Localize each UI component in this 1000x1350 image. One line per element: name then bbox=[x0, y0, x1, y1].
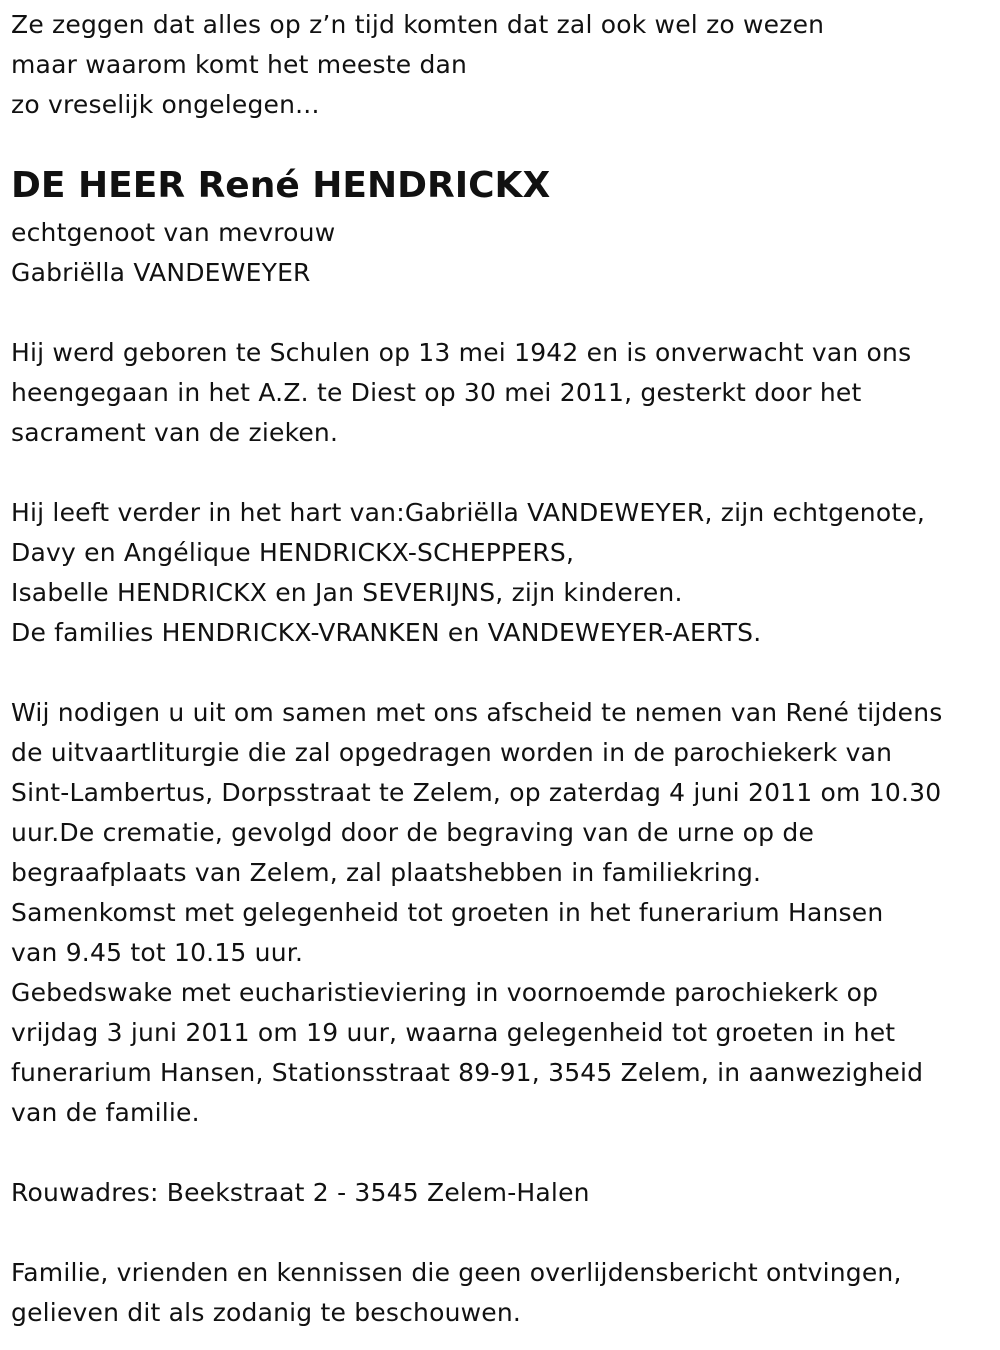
invitation-line: van 9.45 tot 10.15 uur. bbox=[11, 938, 304, 967]
mourning-address: Rouwadres: Beekstraat 2 - 3545 Zelem-Halen bbox=[11, 1178, 590, 1207]
invitation-line: van de familie. bbox=[11, 1098, 200, 1127]
invitation-line: de uitvaartliturgie die zal opgedragen worden in de parochiekerk van bbox=[11, 738, 893, 767]
survivors-line: Hij leeft verder in het hart van:Gabriëlla VANDEWEYER, zijn echtgenote, bbox=[11, 498, 926, 527]
birth-death-line: heengegaan in het A.Z. te Diest op 30 mei 2011, gesterkt door het bbox=[11, 378, 862, 407]
invitation-line: Wij nodigen u uit om samen met ons afscheid te nemen van René tijdens bbox=[11, 698, 943, 727]
survivors-line: De families HENDRICKX-VRANKEN en VANDEWEYER-AERTS. bbox=[11, 618, 762, 647]
invitation-line: funerarium Hansen, Stationsstraat 89-91, 3545 Zelem, in aanwezigheid bbox=[11, 1058, 924, 1087]
spouse-line: Gabriëlla VANDEWEYER bbox=[11, 258, 311, 287]
invitation-line: uur.De crematie, gevolgd door de begraving van de urne op de bbox=[11, 818, 815, 847]
spouse-line: echtgenoot van mevrouw bbox=[11, 218, 336, 247]
quote-line: Ze zeggen dat alles op z’n tijd komten dat zal ook wel zo wezen bbox=[11, 10, 825, 39]
invitation-line: vrijdag 3 juni 2011 om 19 uur, waarna gelegenheid tot groeten in het bbox=[11, 1018, 896, 1047]
deceased-name-title: DE HEER René HENDRICKX bbox=[11, 165, 551, 206]
closing-line: Familie, vrienden en kennissen die geen overlijdensbericht ontvingen, bbox=[11, 1258, 902, 1287]
quote-line: maar waarom komt het meeste dan bbox=[11, 50, 468, 79]
closing-line: gelieven dit als zodanig te beschouwen. bbox=[11, 1298, 522, 1327]
birth-death-line: Hij werd geboren te Schulen op 13 mei 1942 en is onverwacht van ons bbox=[11, 338, 912, 367]
survivors-line: Isabelle HENDRICKX en Jan SEVERIJNS, zijn kinderen. bbox=[11, 578, 683, 607]
survivors-line: Davy en Angélique HENDRICKX-SCHEPPERS, bbox=[11, 538, 575, 567]
invitation-line: Gebedswake met eucharistieviering in voornoemde parochiekerk op bbox=[11, 978, 879, 1007]
quote-line: zo vreselijk ongelegen... bbox=[11, 90, 320, 119]
invitation-line: Samenkomst met gelegenheid tot groeten in het funerarium Hansen bbox=[11, 898, 884, 927]
invitation-line: Sint-Lambertus, Dorpsstraat te Zelem, op zaterdag 4 juni 2011 om 10.30 bbox=[11, 778, 942, 807]
birth-death-line: sacrament van de zieken. bbox=[11, 418, 339, 447]
invitation-line: begraafplaats van Zelem, zal plaatshebben in familiekring. bbox=[11, 858, 762, 887]
